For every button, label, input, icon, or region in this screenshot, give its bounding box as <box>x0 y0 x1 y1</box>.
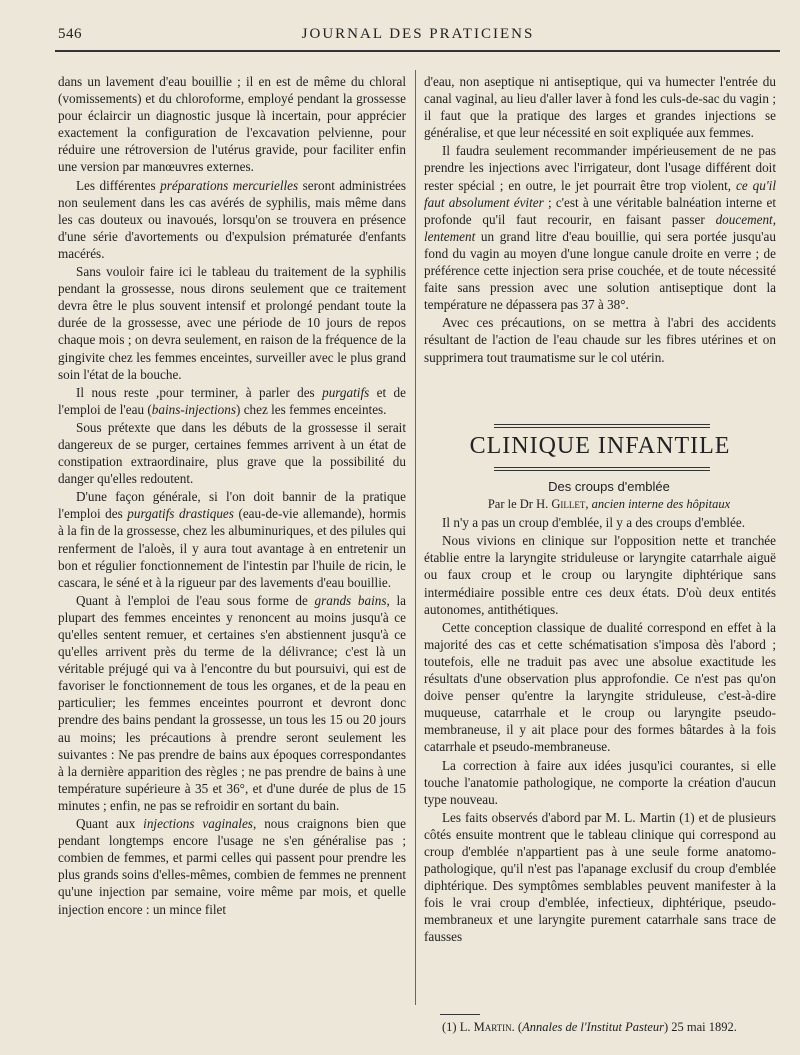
paragraph: d'eau, non aseptique ni antiseptique, qui va humecter l'entrée du canal vaginal, au lieu d'aller laver à fond les culs-de-sac du vagin ; il faut que la pratique des larges et grandes injections se généralise, et que leur nécessité en soit expliquée aux femmes. <box>424 74 776 141</box>
text-run: ) 25 mai 1892. <box>664 1020 737 1034</box>
paragraph: Sans vouloir faire ici le tableau du traitement de la syphilis pendant la grossesse, nous dirons seulement que ce traitement devra être le plus souvent intensif et prolongé pendant toute la durée de la grossesse, avec une période de 10 jours de repos chaque mois ; on devra seulement, en raison de la fréquence de la gingivite chez les femmes enceintes, surveiller avec le plus grand soin l'état de la bouche. <box>58 264 406 382</box>
text-run: , nous craignons bien que pendant longtemps encore l'usage ne s'en généralise pas ; combien de femmes, et parmi celles qui passent pour prendre les plus grands soins d'elles-mêmes, combien de femmes ne prennent qu'une injection par semaine, voire même par mois, et quelle injection encore : un mince filet <box>58 816 406 917</box>
page-header <box>58 26 778 50</box>
emphasis: ce qu'il faut absolument éviter <box>424 177 776 210</box>
page-number: 546 <box>58 26 82 42</box>
text-run: , la plupart des femmes enceintes y renoncent au moins jusqu'à ce qu'elles sentent remuer, et certaines s'en abstiennent jusqu'à ce qu'elles arrivent près du terme de la délivrance; c'est là un véritable préjugé qui va à l'encontre du but poursuivi, qui est de favoriser le fonctionnement de tous les organes, et de la peau en particulier; les femmes enceintes pourront et devront donc prendre des bains pendant la grossesse, un tous les 15 ou 20 jours au moins; les précautions à prendre seront seulement les suivantes : Ne pas prendre de bains aux époques correspondantes à la dernière apparition des règles ; ne pas prendre de bains à une température supérieure à 35 et 36°, et d'une durée de plus de 15 minutes ; enfin, ne pas se refroidir en sortant du bain. <box>58 592 406 813</box>
emphasis: , ancien interne des hôpitaux <box>585 497 731 512</box>
header-rule <box>55 50 780 52</box>
paragraph: Cette conception classique de dualité correspond en effet à la majorité des cas et cette schématisation s'imposa dès l'abord ; toutefois, elle ne traduit pas avec une absolue exactitude les résultats d'une observation plus approfondie. Ce n'est pas qu'on doive penser qu'entre la laryngite striduleuse, c'est-à-dire muqueuse, catarrhale et le croup ou laryngite pseudo-membraneuse, il y ait place pour des formes bâtardes à la fois catarrhale et pseudo-membraneuse. <box>424 619 776 755</box>
paragraph: Il n'y a pas un croup d'emblée, il y a des croups d'emblée. <box>442 515 746 531</box>
section-rule-top <box>494 424 710 430</box>
right-column <box>424 73 776 366</box>
footnote <box>442 1020 782 1035</box>
paragraph: Nous vivions en clinique sur l'opposition nette et tranchée établie entre la laryngite striduleuse or laryngite catarrhale aiguë ou faux croup et le croup ou laryngite diphtérique sans intermédiaire possible entre ces deux états. D'où deux entités autonomes, antithétiques. <box>424 533 776 617</box>
left-column <box>58 73 406 918</box>
author-name: Martin <box>473 1020 512 1034</box>
emphasis: purgatifs <box>322 384 370 400</box>
author-name: Gillet <box>551 497 586 512</box>
paragraph: La correction à faire aux idées jusqu'ici courantes, si elle touche l'anatomie pathologique, ne comporte la création d'aucun type nouveau. <box>424 757 776 807</box>
paragraph <box>424 142 776 313</box>
byline <box>424 496 776 513</box>
emphasis: Annales de l'Institut Pasteur <box>522 1020 664 1034</box>
emphasis: injections vaginales <box>143 816 253 832</box>
article-title: Des croups d'emblée <box>548 479 670 494</box>
emphasis: grands bains <box>314 592 387 608</box>
text-run: un grand litre d'eau bouillie, qui sera portée jusqu'au fond du vagin au moyen d'une longue canule droite en verre ; de préférence cette injection sera prise couchée, et de toute nécessité faite sans pression avec une solution antiseptique dont la température ne dépassera pas 37 à 38°. <box>424 228 776 313</box>
emphasis: purgatifs drastiques <box>127 506 234 522</box>
text-run: et de l'emploi de l'eau ( <box>58 384 406 417</box>
emphasis: bains-injections <box>151 401 236 417</box>
article-column <box>424 478 776 946</box>
emphasis: préparations mercurielles <box>160 177 299 193</box>
paragraph <box>58 815 406 918</box>
column-divider <box>415 70 416 1005</box>
running-title: JOURNAL DES PRATICIENS <box>301 26 535 42</box>
paragraph <box>58 177 406 262</box>
text-run: Quant à l'emploi de l'eau sous forme de <box>76 592 315 608</box>
text-run: Les différentes <box>76 177 161 193</box>
paragraph <box>58 488 406 591</box>
paragraph: Les faits observés d'abord par M. L. Martin (1) et de plusieurs côtés ensuite montrent que le tableau clinique qui correspond au croup d'emblée n'appartient pas à une seule forme anatomo-pathologique, qu'il n'est pas l'apanage exclusif du croup d'emblée diphtérique. Des symptômes semblables peuvent manifester à la fois le vrai croup d'emblée, infectieux, diphtérique, pseudo-membraneux et une laryngite purement catarrhale sans trace de fausses <box>424 809 776 945</box>
text-run: . ( <box>511 1020 523 1034</box>
text-run: Quant aux <box>76 816 144 832</box>
section-title: CLINIQUE INFANTILE <box>469 433 731 459</box>
text-run: Il nous reste ,pour terminer, à parler des <box>76 384 323 400</box>
paragraph <box>58 384 406 418</box>
emphasis: doucement, lentement <box>424 211 776 244</box>
paragraph <box>58 592 406 814</box>
text-run: Par le Dr H. <box>487 497 552 512</box>
text-run: (1) L. <box>442 1020 474 1034</box>
text-run: D'une façon générale, si l'on doit bannir de la pratique l'emploi des <box>58 489 406 522</box>
paragraph: Avec ces précautions, on se mettra à l'abri des accidents résultant de l'action de l'eau chaude sur les fibres utérines et on supprimera tout traumatisme sur le col utérin. <box>424 315 776 365</box>
text-run: Il faudra seulement recommander impérieusement de ne pas prendre les injections avec l'irrigateur, dont l'usage différent doit rester spécial ; en outre, le jet pourrait être trop violent, <box>424 143 776 193</box>
section-rule-bottom <box>494 467 710 473</box>
text-run: ; c'est à une véritable balnéation interne et profonde qu'il faut recourir, en faisant passer <box>424 194 776 227</box>
text-run: seront administrées non seulement dans les cas avérés de syphilis, mais même dans les cas douteux ou inavoués, lorsqu'on se trouvera en présence d'une série d'avortements ou d'expulsion prématurée d'enfants macérés. <box>58 177 406 261</box>
footnote-rule <box>440 1014 480 1015</box>
text-run: ) chez les femmes enceintes. <box>236 401 387 417</box>
text-run: (eau-de-vie allemande), hormis à la fin de la grossesse, chez les albuminuriques, et des pilules qui renferment de l'aloès, il y aura tout avantage à en entretenir un bon et régulier fonctionnement de l'intestin par l'huile de ricin, le cascara, le séné et à la rigueur par des lavements d'eau bouillie. <box>58 506 407 590</box>
paragraph: dans un lavement d'eau bouillie ; il en est de même du chloral (vomissements) et du chloroforme, employé pendant la grossesse pour éclaircir un diagnostic jusque là incertain, pour apprécier exactement la configuration de l'excavation pelvienne, pour réduire une rétroversion de l'utérus gravide, pour faciliter enfin une version par manœuvres externes. <box>58 74 406 175</box>
paragraph: Sous prétexte que dans les débuts de la grossesse il serait dangereux de se purger, certaines femmes arrivent à un état de constipation extraordinaire, plus grave que la possibilité du danger qu'elles redoutent. <box>58 419 406 487</box>
